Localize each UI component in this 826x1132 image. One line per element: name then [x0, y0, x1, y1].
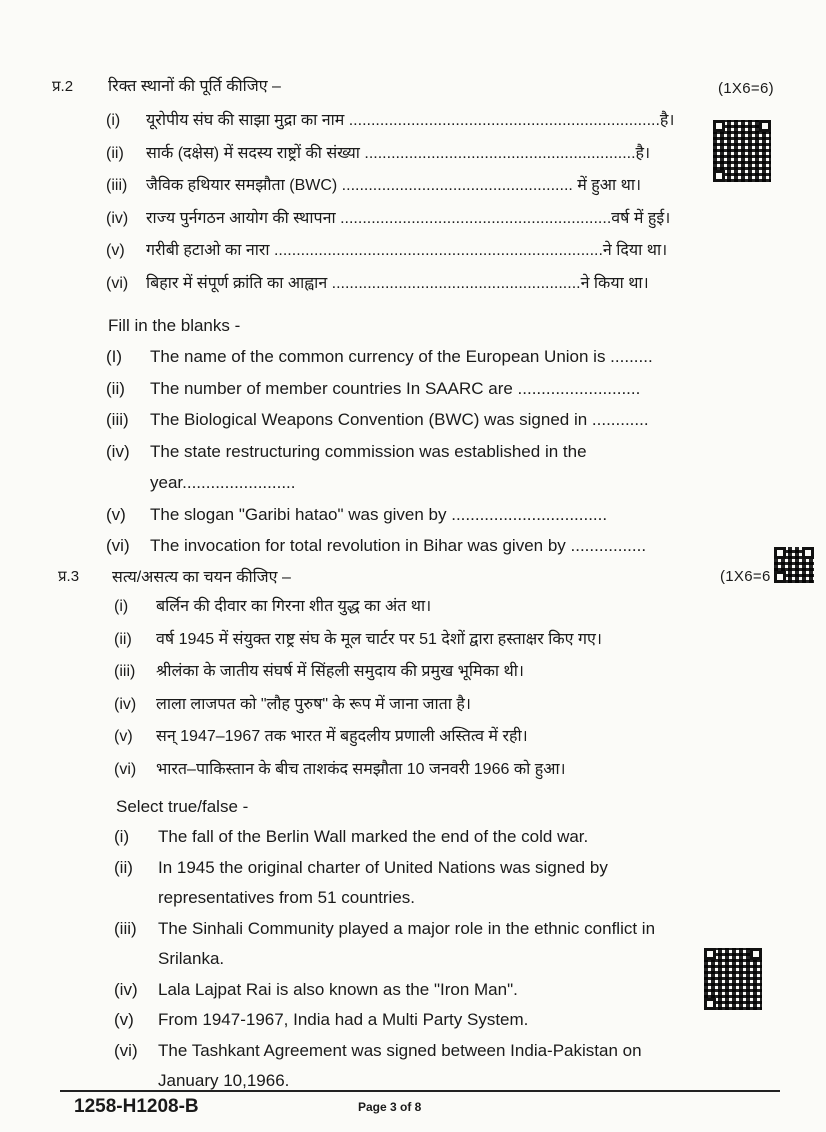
item-text: गरीबी हटाओ का नारा ..........................................................................ने दिया था। — [146, 242, 668, 259]
footer-page-number: Page 3 of 8 — [358, 1100, 422, 1114]
list-item — [106, 143, 650, 165]
item-number: (i) — [106, 112, 121, 129]
item-text: January 10,1966. — [158, 1071, 290, 1090]
list-item — [114, 948, 224, 970]
list-item — [106, 378, 640, 400]
item-text: From 1947-1967, India had a Multi Party System. — [158, 1010, 529, 1029]
list-item — [114, 1009, 528, 1031]
item-text: The number of member countries In SAARC are .......................... — [150, 378, 641, 398]
item-text: बिहार में संपूर्ण क्रांति का आह्वान ........................................................ने किया था। — [146, 274, 649, 292]
item-text: Lala Lajpat Rai is also known as the "Iron Man". — [158, 979, 518, 999]
list-item — [106, 240, 667, 262]
list-item — [106, 504, 607, 526]
item-text: representatives from 51 countries. — [158, 888, 416, 907]
list-item — [106, 441, 587, 463]
q2-heading-english: Fill in the blanks - — [108, 316, 241, 335]
q3-heading-english: Select true/false - — [116, 797, 249, 816]
item-number: (i) — [114, 827, 130, 846]
item-text: The slogan "Garibi hatao" was given by ................................. — [150, 504, 608, 524]
list-item — [114, 826, 588, 848]
item-text: The state restructuring commission was established in the — [150, 441, 587, 461]
q3-marks: (1X6=6 — [720, 568, 771, 585]
list-item — [106, 110, 674, 132]
item-number: (vi) — [106, 536, 130, 555]
qr-code-icon — [704, 948, 762, 1010]
item-number: (iii) — [114, 663, 136, 680]
q2-heading-hindi: रिक्त स्थानों की पूर्ति कीजिए – — [108, 78, 281, 95]
item-text: The Sinhali Community played a major role in the ethnic conflict in — [158, 918, 656, 938]
list-item — [106, 409, 649, 431]
q3-heading-hindi: सत्य/असत्य का चयन कीजिए – — [112, 569, 291, 586]
item-text: राज्य पुर्नगठन आयोग की स्थापना .............................................................वर्ष में हुई। — [146, 209, 671, 227]
item-text: Srilanka. — [158, 949, 225, 968]
item-number: (iii) — [106, 410, 129, 429]
item-text: The fall of the Berlin Wall marked the end of the cold war. — [158, 827, 589, 846]
item-number: (vi) — [114, 760, 137, 778]
qr-code-icon — [713, 120, 771, 182]
list-item — [114, 629, 602, 651]
item-text: वर्ष 1945 में संयुक्त राष्ट्र संघ के मूल चार्टर पर 51 देशों द्वारा हस्ताक्षर किए गए। — [156, 630, 602, 648]
item-text: सार्क (दक्षेस) में सदस्य राष्ट्रों की संख्या .............................................................है। — [146, 144, 651, 162]
list-item — [106, 208, 670, 230]
list-item — [114, 918, 655, 940]
list-item — [114, 979, 518, 1001]
q3-number: प्र.3 — [58, 568, 80, 585]
list-item — [114, 887, 415, 909]
item-text: जैविक हथियार समझौता (BWC) .................................................... में हुआ था। — [146, 177, 642, 194]
q2-number: प्र.2 — [52, 78, 74, 95]
item-text: The Biological Weapons Convention (BWC) was signed in ............ — [150, 410, 649, 429]
list-item — [114, 857, 608, 879]
item-number: (v) — [114, 1010, 134, 1029]
item-number: (iv) — [106, 209, 129, 227]
list-item — [114, 1070, 289, 1092]
list-item — [114, 661, 524, 683]
item-number: (ii) — [114, 857, 133, 877]
list-item — [106, 535, 646, 557]
item-text: भारत–पाकिस्तान के बीच ताशकंद समझौता 10 जनवरी 1966 को हुआ। — [156, 760, 566, 778]
list-item — [106, 346, 653, 368]
item-number: (v) — [106, 242, 125, 259]
list-item — [106, 472, 296, 494]
footer-code: 1258-H1208-B — [74, 1096, 199, 1117]
item-number: (ii) — [106, 378, 125, 398]
list-item — [114, 596, 431, 618]
item-number: (v) — [106, 504, 126, 524]
item-text: सन् 1947–1967 तक भारत में बहुदलीय प्रणाली अस्तित्व में रही। — [156, 728, 528, 745]
list-item — [106, 273, 649, 295]
item-text: The Tashkant Agreement was signed between India-Pakistan on — [158, 1040, 642, 1060]
item-text: श्रीलंका के जातीय संघर्ष में सिंहली समुदाय की प्रमुख भूमिका थी। — [156, 663, 524, 680]
footer-rule — [60, 1090, 780, 1092]
item-number: (I) — [106, 347, 123, 366]
item-text: The invocation for total revolution in Bihar was given by ................ — [150, 536, 647, 555]
item-number: (iii) — [114, 918, 137, 938]
item-text: यूरोपीय संघ की साझा मुद्रा का नाम ......................................................................है। — [146, 112, 675, 129]
item-number: (iv) — [114, 979, 138, 999]
list-item — [114, 694, 471, 716]
list-item — [114, 1040, 642, 1062]
item-text: लाला लाजपत को "लौह पुरुष" के रूप में जाना जाता है। — [156, 695, 471, 713]
item-number: (vi) — [114, 1040, 138, 1060]
item-number: (ii) — [106, 144, 124, 162]
q2-marks: (1X6=6) — [718, 80, 774, 97]
list-item — [114, 726, 528, 748]
list-item — [106, 175, 641, 197]
item-number: (i) — [114, 598, 129, 615]
item-number: (v) — [114, 728, 133, 745]
item-number: (vi) — [106, 274, 129, 292]
item-number: (ii) — [114, 630, 132, 648]
item-text: The name of the common currency of the European Union is ......... — [150, 347, 653, 366]
qr-code-icon — [774, 547, 814, 583]
item-number: (iii) — [106, 177, 128, 194]
item-text: बर्लिन की दीवार का गिरना शीत युद्ध का अंत था। — [156, 598, 432, 615]
item-number: (iv) — [114, 695, 137, 713]
list-item — [114, 759, 566, 781]
item-number: (iv) — [106, 441, 130, 461]
item-text: year........................ — [150, 473, 296, 492]
item-text: In 1945 the original charter of United Nations was signed by — [158, 857, 608, 877]
